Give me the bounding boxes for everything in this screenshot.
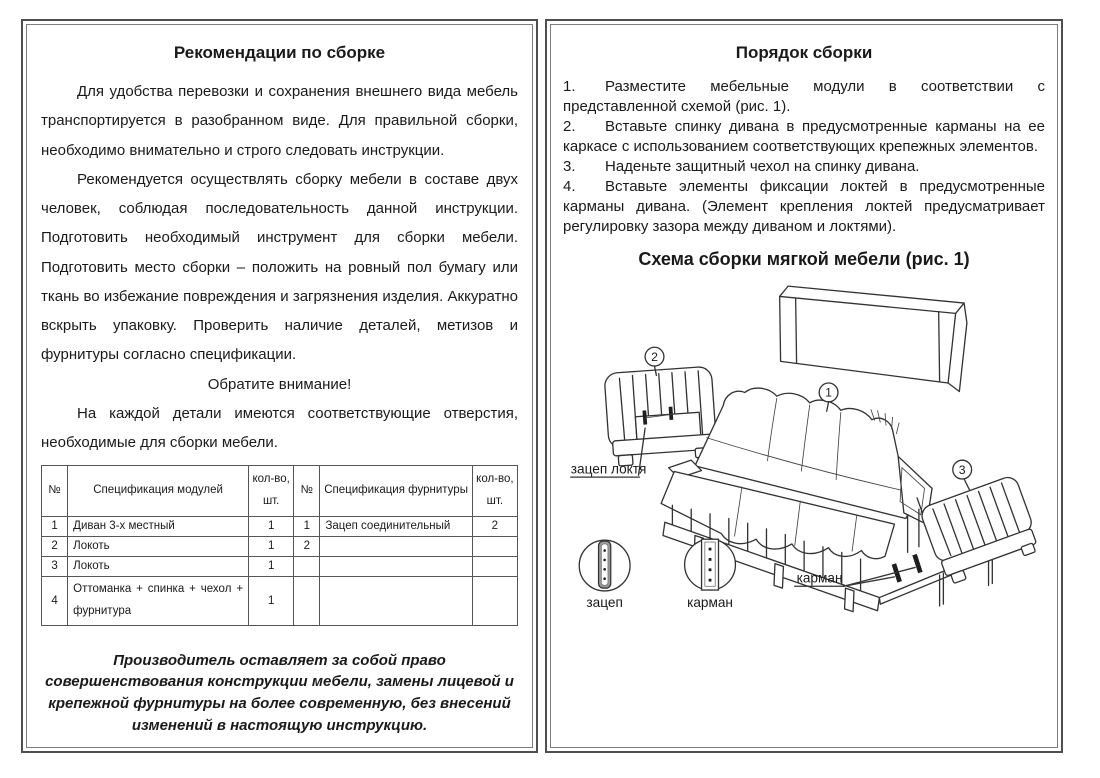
- page-assembly-order: [550, 24, 1058, 748]
- table-cell: 1: [249, 556, 294, 576]
- step-text: Вставьте спинку дивана в предусмотренные карманы на ее каркасе с использованием соответствующих крепежных элементов.: [563, 117, 1045, 155]
- step-text: Разместите мебельные модули в соответствии с представленной схемой (рис. 1).: [563, 78, 1045, 115]
- table-cell: 3: [42, 556, 68, 576]
- table-cell: 1: [294, 516, 320, 536]
- table-row: [42, 556, 518, 576]
- diagram-title: Схема сборки мягкой мебели (рис. 1): [638, 248, 970, 269]
- pocket-icon: [702, 539, 719, 590]
- manufacturer-note: Производитель оставляет за собой право совершенствования конструкции мебели, замены лицевой и крепежной фурнитуры на более современную, без внесений изменений в настоящую инструкцию.: [45, 651, 514, 734]
- table-row: [42, 516, 518, 536]
- table-cell: [472, 556, 517, 576]
- spec-table: [41, 465, 518, 625]
- elbow-hook-label: зацеп локтя: [570, 460, 647, 476]
- callout-2-label: 2: [651, 349, 658, 364]
- left-armrest-drawing: [571, 347, 718, 477]
- table-cell: [294, 576, 320, 625]
- table-header-row: [42, 466, 518, 517]
- table-cell: 4: [42, 576, 68, 625]
- table-cell: [472, 536, 517, 556]
- attention-heading: Обратите внимание!: [207, 375, 352, 393]
- table-cell: [320, 536, 472, 556]
- table-header-cell: №: [294, 466, 320, 517]
- legend-pocket: [685, 539, 736, 610]
- page-title: Порядок сборки: [735, 43, 873, 62]
- table-cell: [320, 556, 472, 576]
- table-cell: 2: [42, 536, 68, 556]
- step-text: Вставьте элементы фиксации локтей в предусмотренные карманы дивана. (Элемент крепления локтей предусматривает регулировку зазора между диваном и локтями).: [563, 177, 1045, 235]
- table-header-cell: Спецификация модулей: [68, 466, 249, 517]
- table-row: [42, 576, 518, 625]
- page-recommendations: [26, 24, 533, 748]
- callout-1-label: 1: [825, 385, 832, 400]
- table-header-cell: №: [42, 466, 68, 517]
- table-cell: 1: [249, 536, 294, 556]
- table-header-cell: кол-во, шт.: [249, 466, 294, 517]
- table-cell: Диван 3-х местный: [68, 516, 249, 536]
- legend-hook: [579, 540, 630, 610]
- paragraph: Рекомендуется осуществлять сборку мебели в составе двух человек, соблюдая последовательность данной инструкции. Подготовить необходимый инструмент для сборки мебели. Подготовить место сборки – положить на ровный пол бумагу или ткань во избежание повреждения и загрязнения изделия. Аккуратно вскрыть упаковку. Проверить наличие деталей, метизов и фурнитуры согласно спецификации.: [41, 170, 518, 364]
- legend-pocket-label: карман: [687, 594, 733, 610]
- step-number: 3.: [563, 157, 576, 175]
- table-cell: 2: [472, 516, 517, 536]
- table-cell: 1: [42, 516, 68, 536]
- assembly-diagram: [563, 272, 1049, 686]
- paragraph: Для удобства перевозки и сохранения внешнего вида мебель транспортируется в разобранном виде. Для правильной сборки, необходимо внимательно и строго следовать инструкции.: [41, 83, 518, 159]
- table-cell: Локоть: [68, 556, 249, 576]
- step-text: Наденьте защитный чехол на спинку дивана.: [605, 157, 920, 175]
- table-cell: 2: [294, 536, 320, 556]
- step-number: 1.: [563, 78, 576, 95]
- step-number: 4.: [563, 177, 576, 195]
- table-header-cell: Спецификация фурнитуры: [320, 466, 472, 517]
- step-number: 2.: [563, 117, 576, 135]
- callout-3-label: 3: [958, 462, 966, 477]
- table-cell: 1: [249, 576, 294, 625]
- assembly-step: [563, 177, 1045, 237]
- table-cell: Локоть: [68, 536, 249, 556]
- page-title: Рекомендации по сборке: [173, 43, 386, 62]
- table-cell: [320, 576, 472, 625]
- table-cell: [294, 556, 320, 576]
- assembly-step: [563, 77, 1045, 117]
- table-cell: [472, 576, 517, 625]
- attention-text: На каждой детали имеются соответствующие отверстия, необходимые для сборки мебели.: [41, 404, 518, 451]
- assembly-step: [563, 117, 1045, 157]
- right-armrest-drawing: [919, 460, 1042, 586]
- table-cell: Зацеп соединительный: [320, 516, 472, 536]
- assembly-step: [563, 157, 1045, 177]
- legend-hook-label: зацеп: [586, 594, 623, 610]
- backrest-panel-drawing: [780, 286, 967, 391]
- table-cell: Оттоманка + спинка + чехол + фурнитура: [68, 576, 249, 625]
- pocket-pointer-label: карман: [796, 570, 843, 585]
- table-cell: 1: [249, 516, 294, 536]
- table-row: [42, 536, 518, 556]
- table-header-cell: кол-во, шт.: [472, 466, 517, 517]
